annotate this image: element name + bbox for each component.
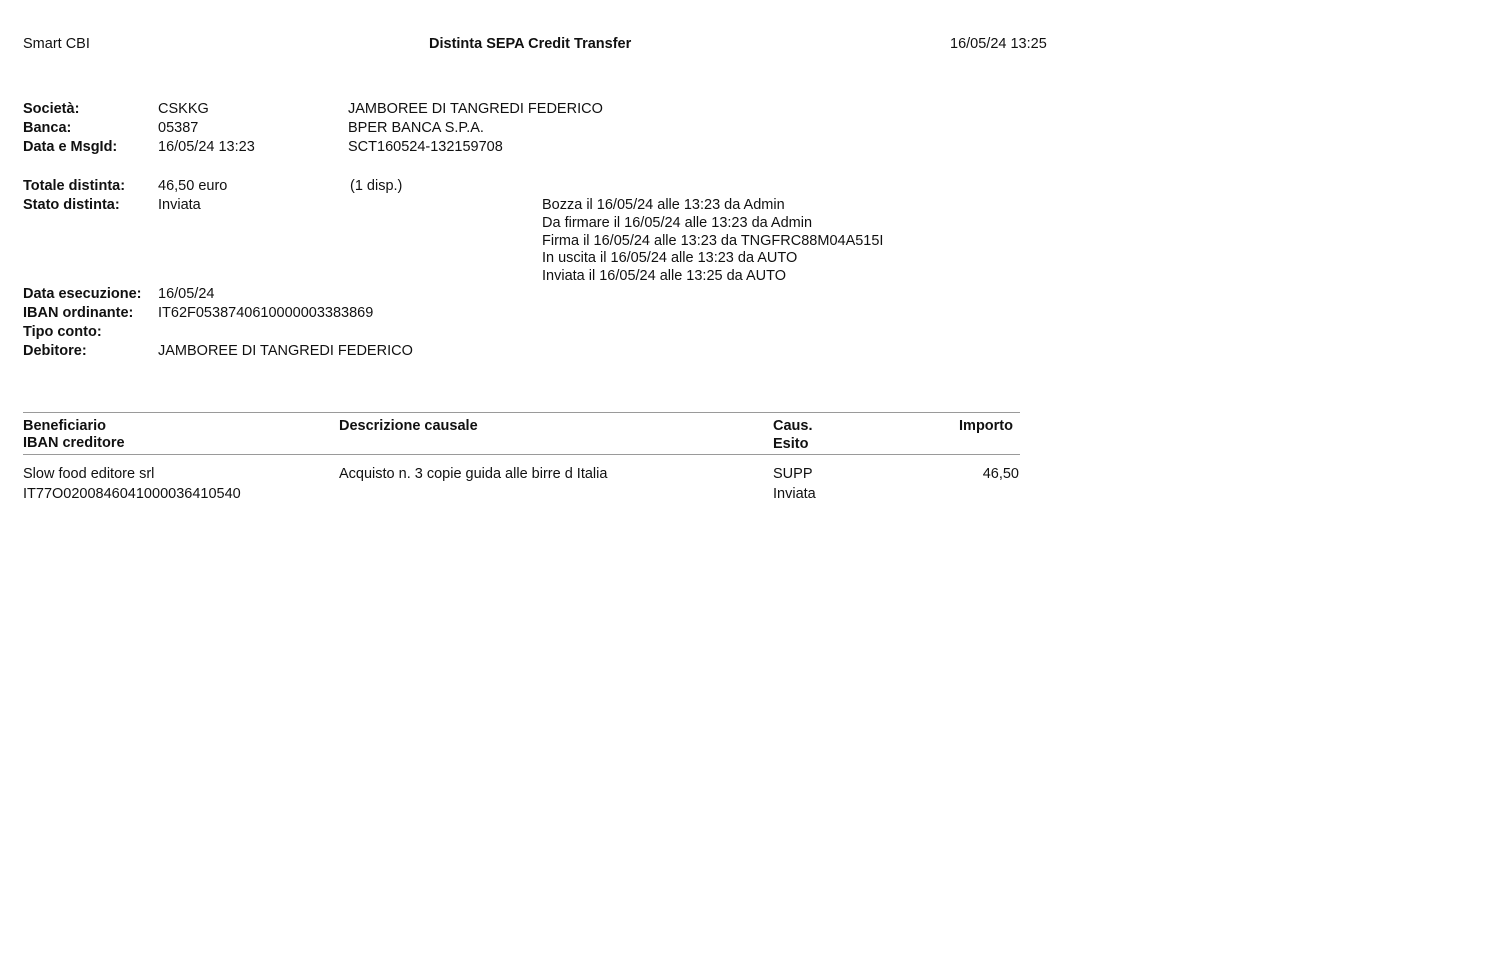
data-esecuzione-value: 16/05/24 [158,286,215,302]
stato-history-item: Bozza il 16/05/24 alle 13:23 da Admin [542,197,785,213]
societa-name: JAMBOREE DI TANGREDI FEDERICO [348,101,603,117]
header-esito: Esito [773,436,809,452]
header-importo: Importo [959,418,1013,434]
header-causale: Caus. [773,418,813,434]
row-causale: SUPP [773,466,813,482]
app-name: Smart CBI [23,36,90,52]
row-esito: Inviata [773,486,816,502]
data-msgid-id: SCT160524-132159708 [348,139,503,155]
data-msgid-date: 16/05/24 13:23 [158,139,255,155]
print-datetime: 16/05/24 13:25 [950,36,1047,52]
banca-name: BPER BANCA S.P.A. [348,120,484,136]
row-iban-creditore: IT77O0200846041000036410540 [23,486,241,502]
stato-history-item: In uscita il 16/05/24 alle 13:23 da AUTO [542,250,798,266]
row-importo: 46,50 [982,466,1019,482]
banca-label: Banca: [23,120,72,136]
totale-label: Totale distinta: [23,178,126,194]
stato-value: Inviata [158,197,201,213]
iban-ordinante-label: IBAN ordinante: [23,305,134,321]
totale-count: (1 disp.) [350,178,403,194]
banca-code: 05387 [158,120,199,136]
header-descrizione: Descrizione causale [339,418,478,434]
data-msgid-label: Data e MsgId: [23,139,118,155]
stato-history-item: Da firmare il 16/05/24 alle 13:23 da Admin [542,215,813,231]
debitore-value: JAMBOREE DI TANGREDI FEDERICO [158,343,413,359]
iban-ordinante-value: IT62F0538740610000003383869 [158,305,374,321]
tipo-conto-label: Tipo conto: [23,324,102,340]
societa-code: CSKKG [158,101,209,117]
stato-history-item: Firma il 16/05/24 alle 13:23 da TNGFRC88M04A515I [542,233,884,249]
document-title: Distinta SEPA Credit Transfer [429,36,632,52]
row-descrizione: Acquisto n. 3 copie guida alle birre d Italia [339,466,608,482]
societa-label: Società: [23,101,80,117]
stato-history-item: Inviata il 16/05/24 alle 13:25 da AUTO [542,268,786,284]
stato-label: Stato distinta: [23,197,120,213]
debitore-label: Debitore: [23,343,87,359]
data-esecuzione-label: Data esecuzione: [23,286,142,302]
table-top-divider [23,412,1020,413]
header-beneficiario: Beneficiario [23,418,106,434]
totale-value: 46,50 euro [158,178,228,194]
table-header-divider [23,454,1020,455]
header-iban-creditore: IBAN creditore [23,435,125,451]
row-beneficiario: Slow food editore srl [23,466,155,482]
